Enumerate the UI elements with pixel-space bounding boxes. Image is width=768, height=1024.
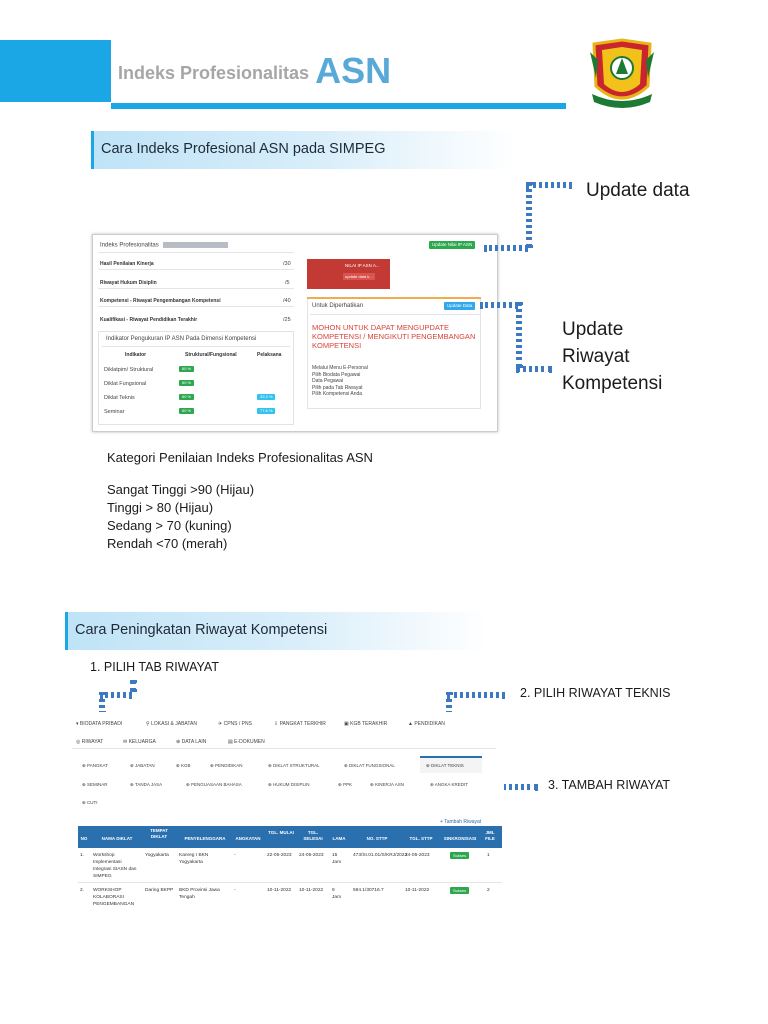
divider — [98, 306, 294, 307]
notice-box — [307, 299, 481, 409]
subtab-diklat-fungsional[interactable]: ⊕ DIKLAT FUNGSIONAL — [344, 763, 395, 768]
blurred-name — [163, 242, 228, 248]
th-tempat-diklat: TEMPAT DIKLAT — [144, 828, 174, 840]
subtab-penguasaan-bahasa[interactable]: ⊕ PENGUASAAN BAHASA — [186, 782, 242, 787]
subtab-tanda-jasa[interactable]: ⊕ TANDA JASA — [130, 782, 163, 787]
indicator-label: Diklat Fungsional — [104, 381, 147, 387]
subtab-angka-kredit[interactable]: ⊕ ANGKA KREDIT — [430, 782, 469, 787]
indicator-sf-badge: 60 % — [179, 380, 194, 386]
subtab-pangkat[interactable]: ⊕ PANGKAT — [82, 763, 108, 768]
kategori-title: Kategori Penilaian Indeks Profesionalitas ASN — [107, 450, 373, 465]
indicator-sf-badge: 60 % — [179, 394, 194, 400]
tab-e-dokumen[interactable]: ▤ E-DOKUMEN — [228, 739, 265, 745]
indicator-header: Indikator — [125, 352, 147, 358]
cell-nama: WORKSHOP KOLABORASI PENGEMBANGAN — [93, 888, 135, 907]
callout-connector — [484, 245, 528, 251]
subtab-label: ANGKA KREDIT — [434, 782, 469, 787]
update-data-button[interactable]: Update Data — [444, 302, 475, 310]
callout-update-data: Update data — [586, 180, 690, 201]
callout-connector — [480, 302, 518, 308]
divider — [98, 269, 294, 270]
subtab-cuti[interactable]: ⊕ CUTI — [82, 800, 98, 805]
th-penyelenggara: PENYELENGGARA — [178, 836, 232, 841]
cell-nama: Workshop Implementasi Integrasi SIASN dan SIMPEG — [93, 853, 137, 879]
subtab-kgb[interactable]: ⊕ KGB — [176, 763, 191, 768]
cell-no-sttp: 594.1/30716.7 — [353, 888, 384, 893]
subtab-diklat-struktural[interactable]: ⊕ DIKLAT STRUKTURAL — [268, 763, 320, 768]
divider — [102, 346, 290, 347]
cell-penyelenggara: Kanreg I BKN Yogyakarta — [179, 853, 209, 865]
cell-tgl-sttp: 10-11-2022 — [405, 888, 430, 893]
page-title — [118, 50, 391, 92]
callout-line: Update — [562, 319, 624, 340]
subtab-label: SEMINAR — [87, 782, 108, 787]
ip-panel-title — [100, 242, 228, 249]
th-sinkronisasi: SINKRONISASI — [438, 836, 482, 841]
callout-update-riwayat — [562, 316, 662, 397]
tab-label: LOKASI & JABATAN — [151, 721, 198, 727]
th-angkatan: ANGKATAN — [232, 836, 264, 841]
step-connector — [447, 692, 505, 698]
sync-status-badge: Sukses — [450, 887, 469, 894]
th-no-sttp: NO. STTP — [352, 836, 402, 841]
kendal-emblem-logo — [588, 38, 656, 112]
section-heading-indeks — [91, 131, 515, 169]
subtab-kinerja-asn[interactable]: ⊕ KINERJA ASN — [370, 782, 405, 787]
th-lama: LAMA — [330, 836, 348, 841]
cell-jml-file: 1 — [487, 853, 490, 858]
indicator-pl-badge: 77.8 % — [257, 408, 275, 414]
callout-line: Kompetensi — [562, 373, 663, 394]
cell-angkatan: - — [234, 853, 236, 858]
callout-connector — [526, 182, 532, 248]
page-title-text: Indeks Profesionalitas — [118, 63, 310, 83]
subtab-pendidikan[interactable]: ⊕ PENDIDIKAN — [210, 763, 243, 768]
tab-data-lain[interactable]: ⊕ DATA LAIN — [176, 739, 207, 745]
subtab-label: DIKLAT STRUKTURAL — [273, 763, 320, 768]
header-underline — [111, 103, 566, 109]
ip-asn-red-button[interactable]: update data k... — [345, 274, 373, 279]
indicator-label: Seminar — [104, 409, 125, 415]
step-connector — [130, 680, 136, 692]
callout-line: Riwayat — [562, 346, 630, 367]
subtab-seminar[interactable]: ⊕ SEMINAR — [82, 782, 108, 787]
tab-lokasi-jabatan[interactable]: ⚲ LOKASI & JABATAN — [146, 721, 198, 727]
kategori-list — [107, 481, 254, 553]
subtab-hukum-disiplin[interactable]: ⊕ HUKUM DISIPLIN — [268, 782, 310, 787]
tab-keluarga[interactable]: ✉ KELUARGA — [123, 739, 156, 745]
simpeg-ip-asn-screenshot — [92, 234, 498, 432]
subtab-label: CUTI — [87, 800, 98, 805]
score-row-value: /25 — [283, 317, 291, 323]
section-heading-bar — [91, 131, 94, 169]
notice-title: Untuk Diperhatikan — [312, 303, 364, 309]
subtab-diklat-teknis[interactable]: ⊕ DIKLAT TEKNIS — [426, 763, 464, 768]
th-nama-diklat: NAMA DIKLAT — [92, 836, 142, 841]
score-row-label: Hasil Penilaian Kinerja — [100, 261, 154, 267]
callout-connector — [526, 182, 572, 188]
step-2-label: 2. PILIH RIWAYAT TEKNIS — [520, 686, 671, 700]
cell-tgl-mulai: 22-05-2023 — [267, 853, 292, 858]
th-no: NO — [78, 836, 90, 841]
indicator-label: Diklatpim/ Struktural — [104, 367, 154, 373]
step-connector — [99, 692, 105, 714]
tab-label: E-DOKUMEN — [234, 739, 265, 745]
tambah-riwayat-button[interactable]: + Tambah Riwayat — [440, 819, 482, 825]
th-tgl-selesai: TGL. SELESAI — [298, 830, 328, 842]
update-ip-asn-button[interactable]: Update Nilai IP ASN — [429, 241, 475, 249]
subtab-label: TANDA JASA — [134, 782, 163, 787]
kategori-item: Rendah <70 (merah) — [107, 536, 228, 551]
step-3-label: 3. TAMBAH RIWAYAT — [548, 778, 671, 792]
tab-label: KGB TERAKHIR — [350, 721, 388, 727]
callout-connector — [516, 302, 522, 368]
tab-biodata-pribadi[interactable]: ▾ BIODATA PRIBADI — [76, 721, 123, 727]
section-heading-riwayat — [65, 612, 488, 650]
notice-step: Pilih pada Tab Riwayat — [312, 384, 363, 391]
kategori-item: Tinggi > 80 (Hijau) — [107, 500, 214, 515]
tab-label: KELUARGA — [128, 739, 156, 745]
subtab-label: HUKUM DISIPLIN — [273, 782, 310, 787]
cell-tgl-sttp: 24-05-2023 — [405, 853, 430, 858]
tab-label: BIODATA PRIBADI — [79, 721, 123, 727]
cell-tgl-selesai: 10-11-2022 — [299, 888, 324, 893]
header-accent-block — [0, 40, 111, 102]
subtab-label: DIKLAT TEKNIS — [431, 763, 464, 768]
notice-step: Data Pegawai — [312, 378, 344, 384]
tab-label: PENDIDIKAN — [414, 721, 445, 727]
cell-tgl-selesai: 24-05-2023 — [299, 853, 324, 858]
cell-jml-file: 2 — [487, 888, 490, 893]
cell-no: 2. — [80, 888, 85, 893]
indicator-label: Diklat Teknis — [104, 395, 135, 401]
tab-pendidikan[interactable]: ▲ PENDIDIKAN — [408, 721, 445, 727]
ip-asn-red-title: NILAI IP ASN A... — [345, 263, 380, 268]
tab-label: PANGKAT TERKHIR — [279, 721, 326, 727]
subtab-label: PPK — [343, 782, 353, 787]
divider — [98, 288, 294, 289]
score-row-value: /5 — [285, 280, 290, 286]
notice-steps — [312, 365, 368, 398]
section-heading-text: Cara Indeks Profesional ASN pada SIMPEG — [101, 141, 386, 157]
subtab-label: PENDIDIKAN — [215, 763, 243, 768]
indicator-box — [98, 331, 294, 425]
score-row-value: /30 — [283, 261, 291, 267]
cell-penyelenggara: BKD Provinsi Jawa Tengah — [179, 888, 220, 900]
indicator-sf-badge: 60 % — [179, 408, 194, 414]
sync-status-badge: Sukses — [450, 852, 469, 859]
cell-angkatan: - — [234, 888, 236, 893]
tab-label: CPNS / PNS — [223, 721, 252, 727]
simpeg-riwayat-screenshot — [68, 712, 504, 918]
notice-step: Pilih Kompetensi Anda — [312, 391, 363, 397]
section-heading-text: Cara Peningkatan Riwayat Kompetensi — [75, 622, 328, 638]
score-row-value: /40 — [283, 298, 291, 304]
subtab-label: KINERJA ASN — [375, 782, 405, 787]
tab-label: DATA LAIN — [181, 739, 207, 745]
subtab-label: JABATAN — [135, 763, 155, 768]
cell-no: 1. — [80, 853, 85, 858]
ip-panel-title-text: Indeks Profesionalitas — [100, 242, 159, 249]
subtab-label: PENGUASAAN BAHASA — [191, 782, 242, 787]
callout-connector — [516, 366, 552, 372]
subtab-label: DIKLAT FUNGSIONAL — [349, 763, 395, 768]
cell-tempat: Daring BKPP — [145, 888, 174, 893]
score-row-label: Kompetensi - Riwayat Pengembangan Kompetensi — [100, 298, 221, 304]
divider — [72, 748, 496, 749]
tab-label: RIWAYAT — [81, 739, 104, 745]
tab-riwayat[interactable]: ◎ RIWAYAT — [76, 739, 104, 745]
divider — [98, 252, 294, 253]
divider — [310, 314, 480, 315]
subtab-jabatan[interactable]: ⊕ JABATAN — [130, 763, 155, 768]
tab-cpns-pns[interactable]: ✈ CPNS / PNS — [218, 721, 252, 727]
ip-asn-red-box — [307, 259, 390, 289]
indicator-header: Struktural/Fungsional — [185, 352, 237, 358]
kategori-item: Sangat Tinggi >90 (Hijau) — [107, 482, 255, 497]
section-heading-bar — [65, 612, 68, 650]
notice-step: Melalui Menu E-Personal — [312, 365, 368, 371]
cell-lama: 15 Jam — [332, 853, 342, 865]
th-tgl-sttp: TGL. STTP — [404, 836, 438, 841]
cell-no-sttp: 473/SI.01.01/S/KRJ/2023 — [353, 853, 408, 858]
step-1-label: 1. PILIH TAB RIWAYAT — [90, 660, 219, 674]
page-title-asn: ASN — [315, 50, 392, 91]
kategori-item: Sedang > 70 (kuning) — [107, 518, 232, 533]
th-tgl-mulai: TGL. MULAI — [266, 830, 296, 836]
notice-step: Pilih Biodata Pegawai — [312, 371, 361, 378]
indicator-header: Pelaksana — [257, 352, 282, 358]
indicator-title: Indikator Pengukuran IP ASN Pada Dimensi Kompetensi — [106, 336, 257, 342]
cell-tgl-mulai: 10-11-2022 — [267, 888, 292, 893]
indicator-pl-badge: 33.3 % — [257, 394, 275, 400]
score-row-label: Kualifikasi - Riwayat Pendidikan Terakhir — [100, 317, 198, 323]
divider — [78, 882, 502, 883]
tab-pangkat-terkhir[interactable]: ⇩ PANGKAT TERKHIR — [274, 721, 326, 727]
indicator-sf-badge: 60 % — [179, 366, 194, 372]
th-jml-file: JML FILE — [482, 830, 498, 842]
subtab-label: KGB — [181, 763, 191, 768]
score-row-label: Riwayat Hukum Disiplin — [100, 280, 157, 286]
notice-message: MOHON UNTUK DAPAT MENGUPDATE KOMPETENSI / MENGIKUTI PENGEMBANGAN KOMPETENSI — [312, 323, 476, 350]
cell-lama: 8 Jam — [332, 888, 342, 900]
subtab-ppk[interactable]: ⊕ PPK — [338, 782, 353, 787]
tab-kgb-terakhir[interactable]: ▣ KGB TERAKHIR — [344, 721, 388, 727]
subtab-label: PANGKAT — [87, 763, 108, 768]
cell-tempat: Yogyakarta — [145, 853, 169, 858]
